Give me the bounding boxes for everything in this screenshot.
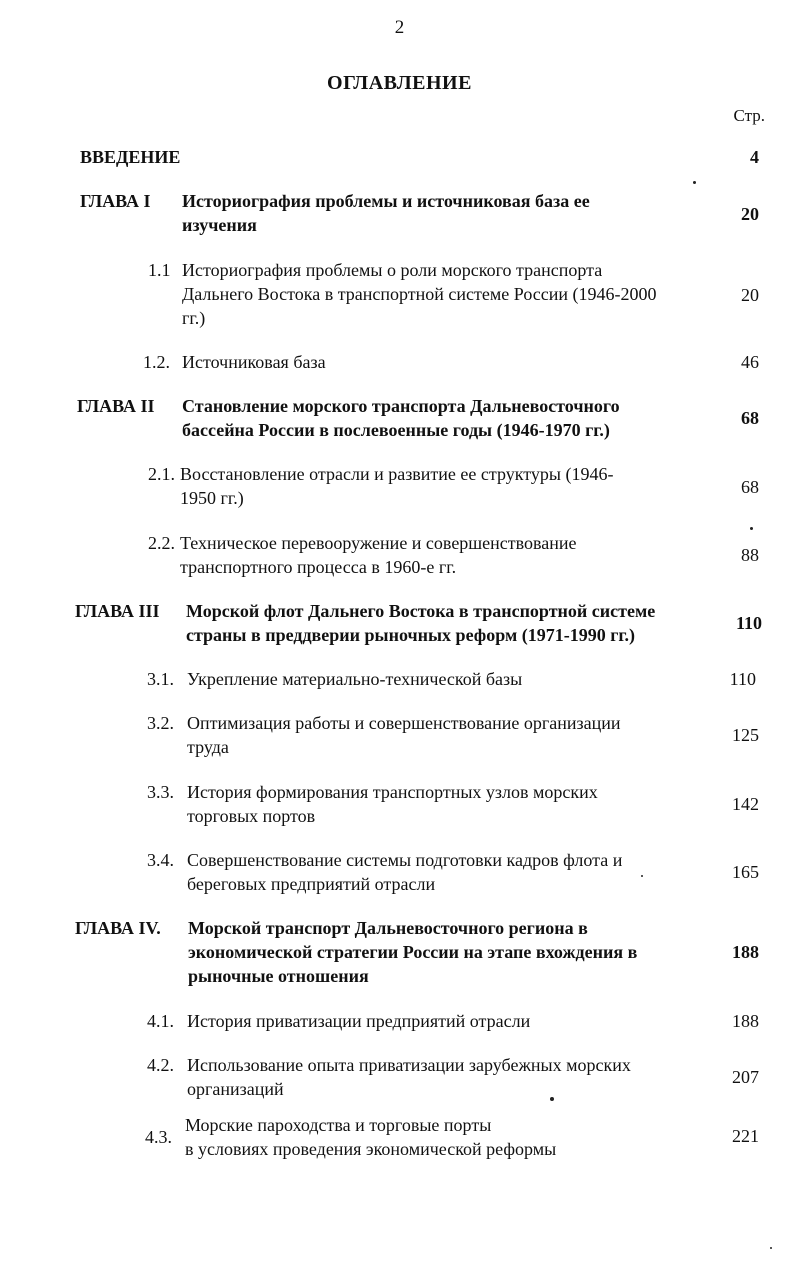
entry-title-line: Историография проблемы о роли морского транспорта xyxy=(182,260,603,280)
entry-title-line: Становление морского транспорта Дальневосточного xyxy=(182,396,620,416)
entry-number: ГЛАВА II xyxy=(77,396,155,416)
entry-number: 2.1. xyxy=(148,464,175,484)
entry-title-line: 1950 гг.) xyxy=(180,488,244,508)
entry-title-line: торговых портов xyxy=(187,806,316,826)
entry-title xyxy=(180,462,613,510)
page-title: ОГЛАВЛЕНИЕ xyxy=(327,72,472,94)
toc-entry-section-2-1[interactable] xyxy=(0,462,799,510)
entry-page: 68 xyxy=(741,477,759,497)
entry-number: 3.1. xyxy=(147,669,174,689)
toc-entry-section-3-3[interactable] xyxy=(0,780,799,828)
toc-entry-section-4-1[interactable] xyxy=(0,1009,799,1033)
page-number: 2 xyxy=(394,17,405,38)
scan-speck xyxy=(641,875,643,877)
entry-title xyxy=(182,258,657,330)
entry-title xyxy=(182,189,590,237)
toc-entry-chapter-1[interactable] xyxy=(0,189,799,237)
entry-title xyxy=(185,1113,556,1161)
entry-number: 3.2. xyxy=(147,713,174,733)
scan-speck xyxy=(770,1247,772,1249)
entry-number: ВВЕДЕНИЕ xyxy=(80,147,181,167)
entry-number: ГЛАВА IV. xyxy=(75,918,161,938)
entry-title xyxy=(187,1009,530,1033)
entry-title-line: Источниковая база xyxy=(182,352,326,372)
entry-title-line: Восстановление отрасли и развитие ее структуры (1946- xyxy=(180,464,614,484)
entry-number: 2.2. xyxy=(148,533,175,553)
toc-entry-section-1-2[interactable] xyxy=(0,350,799,374)
entry-title-line: Оптимизация работы и совершенствование организации xyxy=(187,713,621,733)
entry-title-line: гг.) xyxy=(182,308,206,328)
entry-page: 20 xyxy=(741,285,759,305)
entry-page: 4 xyxy=(750,147,759,167)
entry-number: 4.2. xyxy=(147,1055,174,1075)
entry-page: 165 xyxy=(732,862,759,882)
entry-number: ГЛАВА III xyxy=(75,601,160,621)
entry-title xyxy=(187,780,598,828)
entry-title xyxy=(187,711,621,759)
entry-number: 4.3. xyxy=(145,1127,172,1147)
toc-entry-section-2-2[interactable] xyxy=(0,531,799,579)
toc-entry-section-4-2[interactable] xyxy=(0,1053,799,1101)
entry-title-line: экономической стратегии России на этапе вхождения в xyxy=(188,942,638,962)
entry-page: 207 xyxy=(732,1067,759,1087)
entry-title-line: рыночные отношения xyxy=(188,966,369,986)
entry-title xyxy=(182,394,620,442)
toc-entry-chapter-3[interactable] xyxy=(0,599,799,647)
toc-entry-section-3-4[interactable] xyxy=(0,848,799,896)
toc-entry-section-3-1[interactable] xyxy=(0,667,799,691)
toc-entry-section-3-2[interactable] xyxy=(0,711,799,759)
entry-title-line: организаций xyxy=(187,1079,284,1099)
entry-title-line: труда xyxy=(187,737,229,757)
entry-title xyxy=(186,599,655,647)
entry-title-line: Морские пароходства и торговые порты xyxy=(185,1115,492,1135)
entry-page: 125 xyxy=(732,725,759,745)
entry-page: 20 xyxy=(741,204,759,224)
entry-page: 221 xyxy=(732,1126,759,1146)
entry-title-line: береговых предприятий отрасли xyxy=(187,874,436,894)
entry-title-line: транспортного процесса в 1960-е гг. xyxy=(180,557,457,577)
entry-title-line: Совершенствование системы подготовки кадров флота и xyxy=(187,850,623,870)
entry-number: 4.1. xyxy=(147,1011,174,1031)
entry-page: 110 xyxy=(735,613,762,633)
entry-page: 188 xyxy=(732,942,759,962)
entry-page: 88 xyxy=(741,545,759,565)
entry-title xyxy=(180,531,577,579)
entry-title-line: Использование опыта приватизации зарубежных морских xyxy=(187,1055,631,1075)
entry-number: 3.4. xyxy=(147,850,174,870)
page-column-label: Стр. xyxy=(733,106,765,125)
entry-title xyxy=(182,350,326,374)
toc-entry-section-1-1[interactable] xyxy=(0,258,799,330)
entry-title-line: Морской флот Дальнего Востока в транспортной системе xyxy=(186,601,656,621)
entry-title-line: История формирования транспортных узлов морских xyxy=(187,782,598,802)
scan-speck xyxy=(750,527,753,530)
entry-number: 1.2. xyxy=(143,352,170,372)
entry-title xyxy=(187,667,522,691)
entry-title xyxy=(187,848,622,896)
entry-title-line: Техническое перевооружение и совершенствование xyxy=(180,533,577,553)
entry-title-line: изучения xyxy=(182,215,257,235)
toc-entry-chapter-4[interactable] xyxy=(0,916,799,988)
entry-page: 188 xyxy=(732,1011,759,1031)
entry-page: 46 xyxy=(741,352,759,372)
toc-entry-chapter-2[interactable] xyxy=(0,394,799,442)
entry-number: 3.3. xyxy=(147,782,174,802)
toc-entry-section-4-3[interactable] xyxy=(0,1113,799,1161)
entry-title-line: страны в преддверии рыночных реформ (1971-1990 гг.) xyxy=(186,625,636,645)
entry-title-line: История приватизации предприятий отрасли xyxy=(187,1011,531,1031)
scan-speck xyxy=(550,1097,554,1101)
scan-speck xyxy=(693,181,696,184)
entry-title-line: Морской транспорт Дальневосточного региона в xyxy=(188,918,588,938)
entry-title-line: Дальнего Востока в транспортной системе России (1946-2000 xyxy=(182,284,657,304)
entry-title xyxy=(187,1053,631,1101)
entry-title-line: Укрепление материально-технической базы xyxy=(187,669,523,689)
entry-title-line: Историография проблемы и источниковая база ее xyxy=(182,191,590,211)
entry-title xyxy=(188,916,637,988)
entry-number: 1.1 xyxy=(148,260,171,280)
entry-page: 68 xyxy=(741,408,759,428)
entry-page: 142 xyxy=(732,794,759,814)
toc-entry-introduction[interactable] xyxy=(0,145,799,169)
entry-page: 110 xyxy=(729,669,756,689)
entry-number: ГЛАВА I xyxy=(80,191,151,211)
entry-title-line: бассейна России в послевоенные годы (1946-1970 гг.) xyxy=(182,420,610,440)
entry-title-line: в условиях проведения экономической реформы xyxy=(185,1139,557,1159)
